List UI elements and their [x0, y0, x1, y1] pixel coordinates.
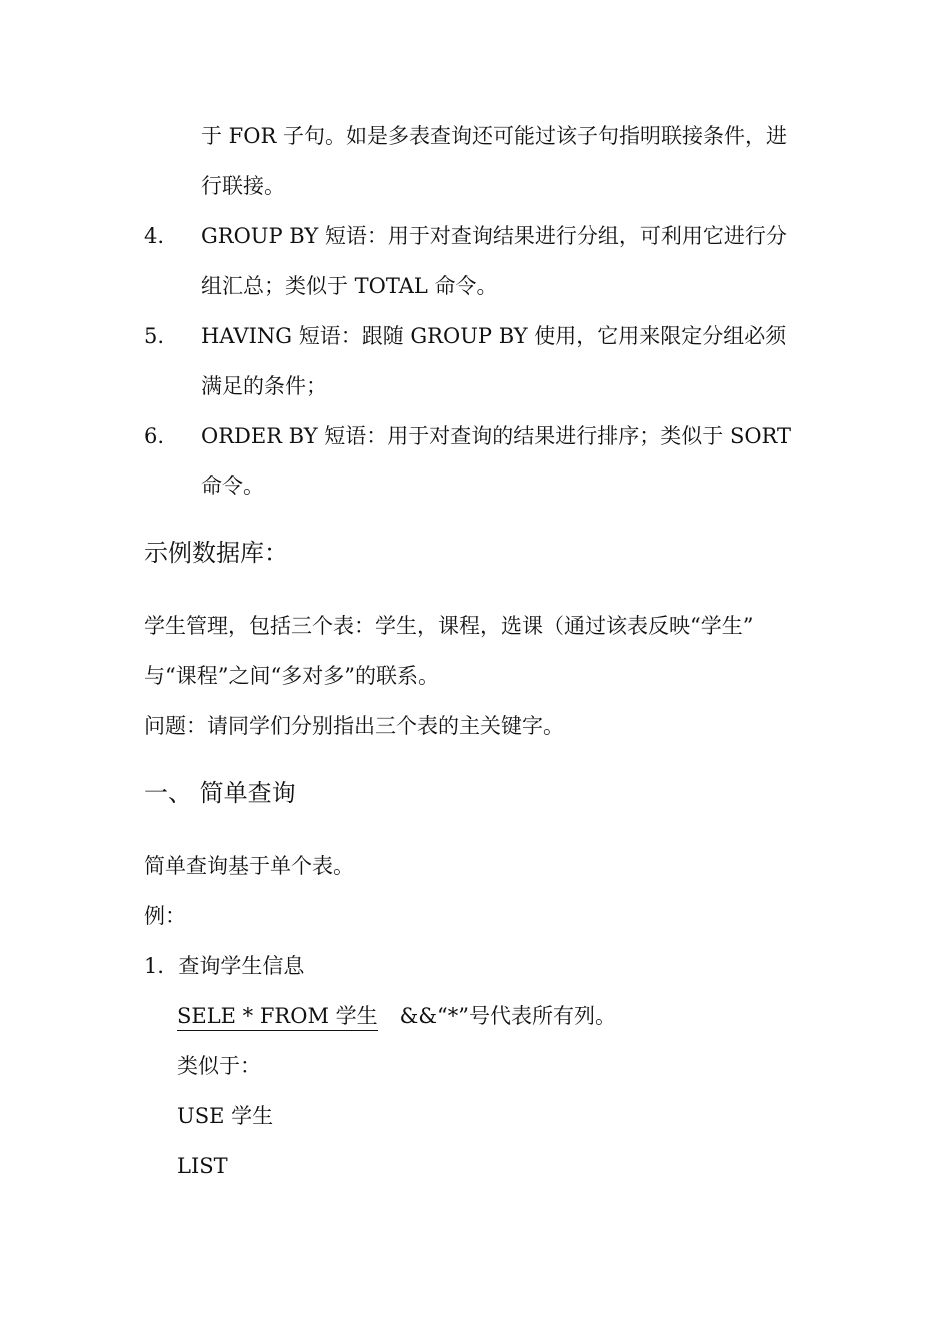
example-label: 例： [144, 904, 186, 928]
example-1-code-line [177, 1002, 616, 1030]
section-intro: 简单查询基于单个表。 [144, 854, 354, 878]
item-5-number: 5. [144, 324, 165, 348]
similar-label: 类似于： [177, 1054, 261, 1078]
sql-code: SELE * FROM 学生 [177, 1004, 378, 1031]
item-6-number: 6. [144, 424, 165, 448]
sample-db-paragraph-line-1: 学生管理，包括三个表：学生，课程，选课（通过该表反映“学生” [144, 614, 754, 638]
sample-db-heading: 示例数据库： [144, 539, 288, 567]
item-6-line-1: ORDER BY 短语：用于对查询的结果进行排序；类似于 SORT [201, 424, 792, 448]
item-4-number: 4. [144, 224, 165, 248]
continuation-line-2: 行联接。 [201, 174, 285, 198]
section-heading-simple-query: 一、 简单查询 [144, 779, 296, 807]
item-4-line-1: GROUP BY 短语：用于对查询结果进行分组，可利用它进行分 [201, 224, 787, 248]
list-command-line: LIST [177, 1154, 228, 1178]
example-1-title: 1．查询学生信息 [144, 954, 305, 978]
sample-db-paragraph-line-2: 与“课程”之间“多对多”的联系。 [144, 664, 439, 688]
item-5-line-1: HAVING 短语：跟随 GROUP BY 使用，它用来限定分组必须 [201, 324, 787, 348]
continuation-line-1: 于 FOR 子句。如是多表查询还可能过该子句指明联接条件，进 [201, 124, 787, 148]
item-5-line-2: 满足的条件； [201, 374, 327, 398]
item-6-line-2: 命令。 [201, 474, 264, 498]
item-4-line-2: 组汇总；类似于 TOTAL 命令。 [201, 274, 498, 298]
sql-comment: &&“*”号代表所有列。 [399, 1004, 616, 1028]
question-line: 问题：请同学们分别指出三个表的主关键字。 [144, 714, 564, 738]
use-command-line: USE 学生 [177, 1104, 274, 1128]
